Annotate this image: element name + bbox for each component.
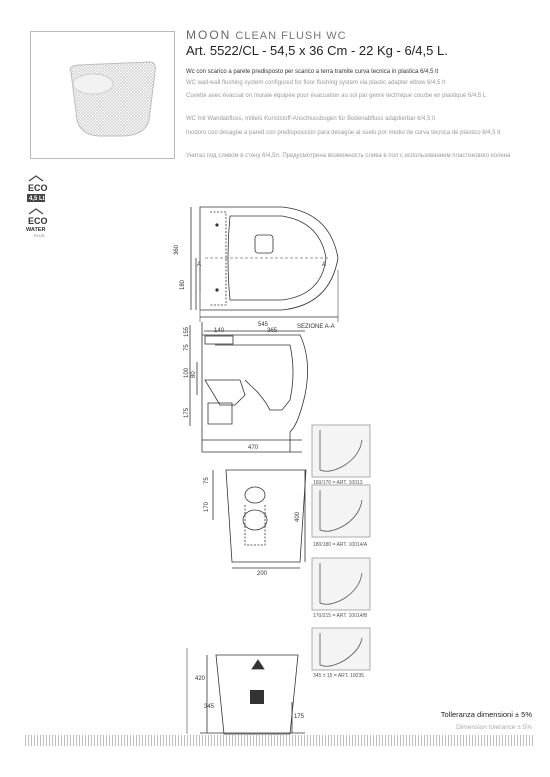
eco-badge-volume: 4,5 Lt (29, 196, 45, 202)
dim-section-v1: 155 (184, 326, 190, 337)
siphon-caption-2: 180/180 = ART. 10014/A (313, 542, 368, 548)
dim-section-v2: 75 (184, 344, 190, 351)
dim-section-v4: 80 (191, 371, 197, 378)
front-view-drawing (213, 470, 306, 568)
dim-wall-v3: 175 (294, 714, 305, 720)
dim-wall-v2: 345 (204, 704, 215, 710)
eco-water-badge-plus: PLUS (34, 233, 45, 238)
dim-front-v3: 400 (295, 511, 301, 522)
section-marker-right: A (322, 262, 327, 268)
tolerance-italian: Tolleranza dimensioni ± 5% (440, 710, 532, 719)
eco-water-badge-icon (29, 209, 43, 214)
eco-badge-label: ECO (28, 183, 48, 193)
eco-water-badge-sub: WATER (26, 227, 46, 233)
dim-top-half: 180 (180, 279, 186, 290)
dim-section-d1: 140 (214, 328, 225, 334)
dim-section-d2: 365 (267, 328, 278, 334)
footer-pattern (25, 735, 535, 746)
description-fr: Cuvette avec évacuat on murale équipée pour évacuation au sol par genre technique courbe en plastique 6/4,5 L (186, 93, 487, 99)
dim-wall-v1: 420 (195, 676, 206, 682)
description-it: Wc con scarico a parete predisposto per scarico a terra tramite curva tecnica in plastica 6/4,5 lt (186, 69, 439, 75)
description-es: Inodoro con desagüe a pared con predisposición para desagüe al suelo por medio de curva técnica de plástico 6/4,5 lt (186, 130, 501, 136)
dim-section-v3: 100 (184, 367, 190, 378)
description-en: WC wall-wall flushing system configured for floor flushing system via plastic adapter elbow 6/4,5 lt (186, 80, 446, 86)
siphon-caption-3: 170/215 = ART. 10014/B (313, 613, 368, 619)
description-ru: Унитаз под сливом в стену 6/4,5л. Предусмотрена возможность слива в пол с использованием пластикового колена (186, 153, 511, 159)
dim-top-width: 545 (258, 322, 269, 328)
dim-section-base: 470 (248, 445, 259, 451)
tolerance-english: Dimension tolerance ± 5% (456, 724, 532, 731)
top-view-drawing (191, 207, 338, 322)
dim-top-height: 360 (174, 244, 180, 255)
series-name: CLEAN FLUSH WC (235, 30, 347, 42)
dim-front-v2: 170 (204, 501, 210, 512)
dim-front-v1: 75 (204, 477, 210, 484)
section-label: SEZIONE A-A (297, 324, 335, 330)
dim-front-base: 200 (257, 571, 268, 577)
article-title: Art. 5522/CL - 54,5 x 36 Cm - 22 Kg - 6/4,5 L. (186, 43, 448, 58)
siphon-caption-4: 345 ± 15 = ART. 10035 (313, 673, 364, 679)
siphon-caption-1: 160/170 = ART. 10013 (313, 480, 363, 486)
description-de: WC mit Wandabfluss, mittels Kunststoff-Anschlussbogen für Bodenabfluss adaptierbar 6/4,5 lt (186, 116, 436, 122)
brand-name: MOON (186, 28, 232, 42)
section-view-drawing (190, 322, 308, 452)
eco-water-badge-label: ECO (28, 216, 48, 226)
dim-section-v5: 175 (184, 407, 190, 418)
wall-view-drawing (187, 648, 305, 734)
section-marker-left: A (197, 262, 202, 268)
